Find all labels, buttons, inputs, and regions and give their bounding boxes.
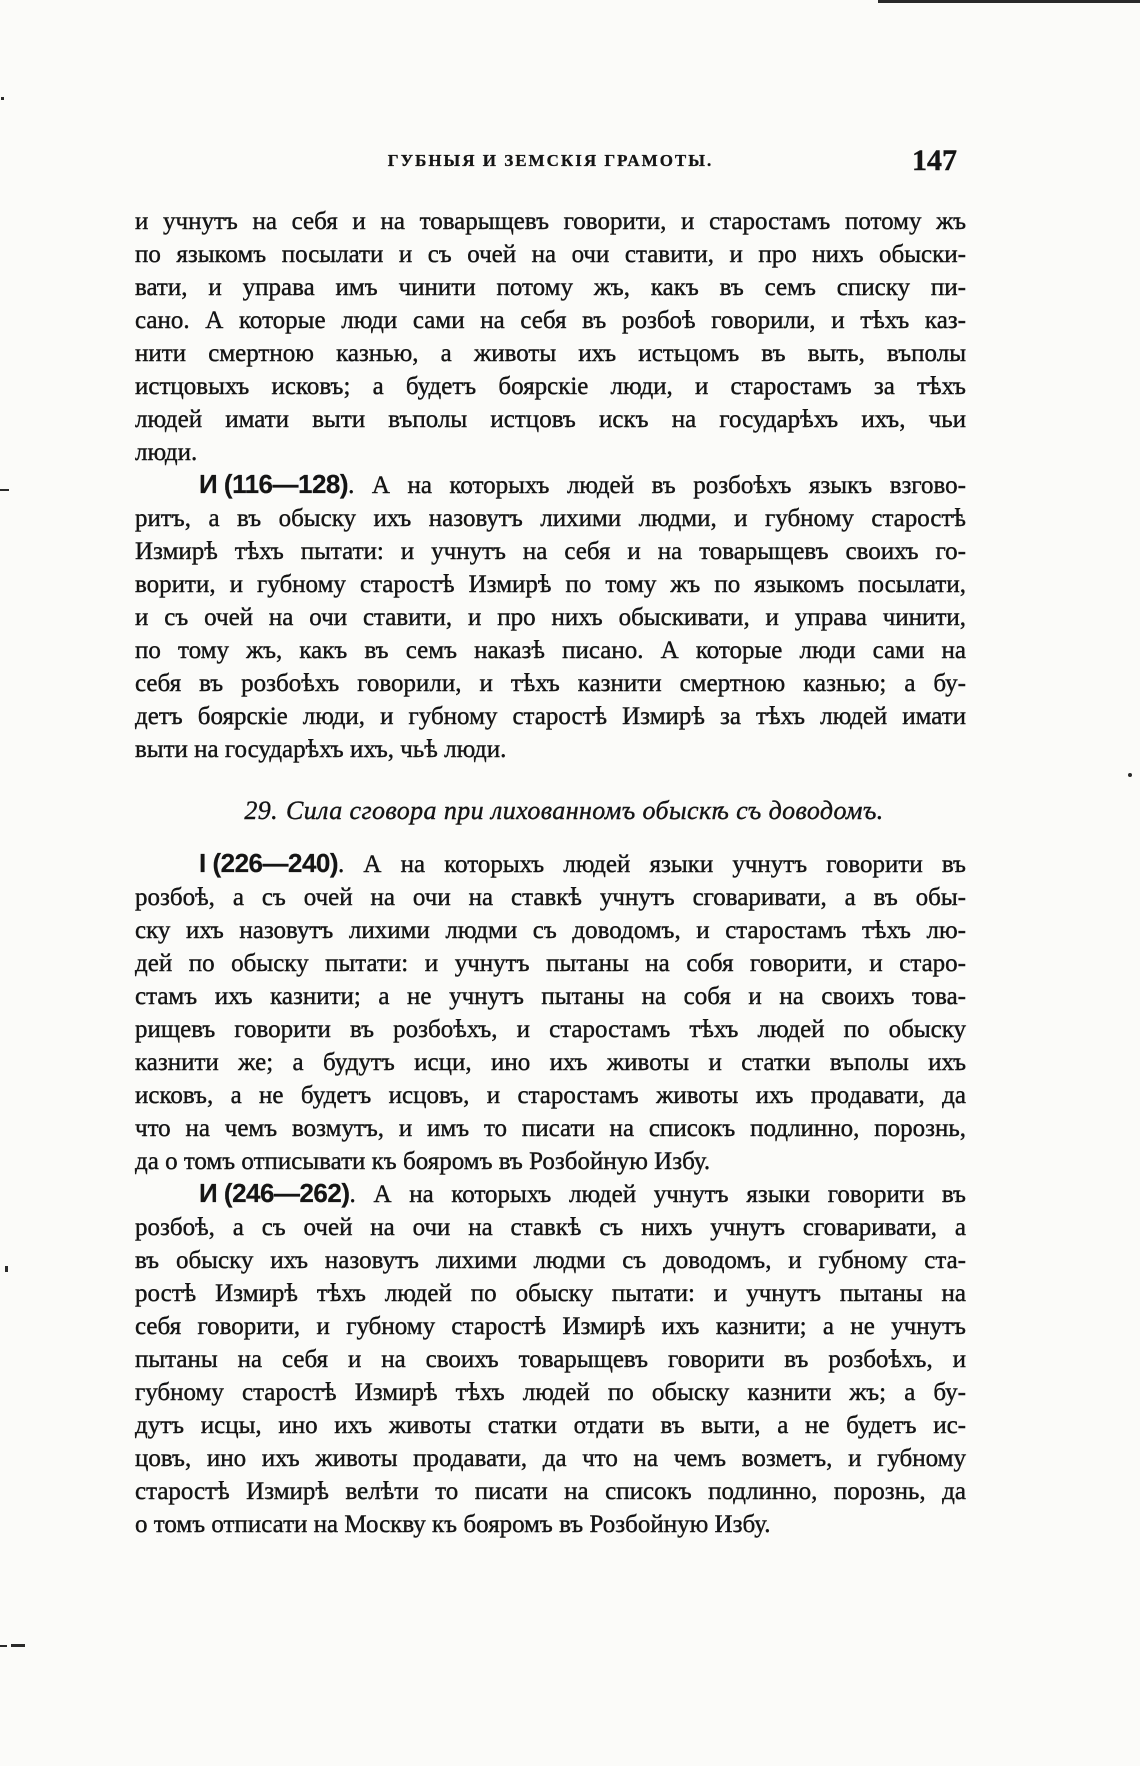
text-line: стамъ ихъ казнити; а не учнутъ пытаны на собя и на своихъ това- (135, 983, 966, 1010)
paragraph (135, 469, 966, 766)
text-line: розбоѣ, а съ очей на очи на ставкѣ съ нихъ учнутъ сговаривати, а (135, 1214, 966, 1241)
running-head (135, 146, 966, 176)
text-line: по тому жъ, какъ въ семъ наказѣ писано. А которые люди сами на (135, 637, 966, 664)
scan-artifact-dash (11, 1644, 25, 1647)
text-line: пытаны на себя и на своихъ товарыщевъ говорити въ розбоѣхъ, и (135, 1346, 966, 1373)
paragraph-continuation (135, 205, 966, 469)
section-title: Сила сговора при лихованномъ обыскѣ съ доводомъ. (286, 796, 884, 825)
text-line: ску ихъ назовутъ лихими людми съ доводомъ, и старостамъ тѣхъ лю- (135, 917, 966, 944)
text-line: исковъ, а не будетъ исцовъ, и старостамъ животы ихъ продавати, да (135, 1082, 966, 1109)
scan-artifact-mark (0, 489, 9, 491)
paragraph (135, 1178, 966, 1541)
scan-artifact-dot (1, 97, 4, 100)
text-line-content: . А на которыхъ людей въ розбоѣхъ языкъ взгово- (348, 472, 966, 499)
text-line (135, 848, 966, 881)
text-line: по языкомъ посылати и съ очей на очи ставити, и про нихъ обыски- (135, 241, 966, 268)
text-line: сано. А которые люди сами на себя въ розбоѣ говорили, и тѣхъ каз- (135, 307, 966, 334)
text-line: нити смертною казнью, а животы ихъ истьцомъ въ выть, въполы (135, 340, 966, 367)
text-line: и учнутъ на себя и на товарыщевъ говорити, и старостамъ потому жъ (135, 208, 966, 235)
text-line: людей имати выти въполы истцовъ искъ на государѣхъ ихъ, чьи (135, 406, 966, 433)
text-line: старостѣ Измирѣ велѣти то писати на списокъ подлинно, порознь, да (135, 1478, 966, 1505)
text-line: ростѣ Измирѣ тѣхъ людей по обыску пытати: и учнутъ пытаны на (135, 1280, 966, 1307)
text-line: розбоѣ, а съ очей на очи на ставкѣ учнутъ сговаривати, а въ обы- (135, 884, 966, 911)
section-heading (135, 794, 966, 827)
scan-artifact-dot (1128, 773, 1132, 777)
text-line: о томъ отписати на Москву къ бояромъ въ Розбойную Избу. (135, 1511, 771, 1538)
text-line: въ обыску ихъ назовутъ лихими людми съ доводомъ, и губному ста- (135, 1247, 966, 1274)
text-line: детъ боярскіе люди, и губному старостѣ Измирѣ за тѣхъ людей имати (135, 703, 966, 730)
scan-edge-line (878, 0, 1140, 3)
text-line: и съ очей на очи ставити, и про нихъ обыскивати, и управа чинити, (135, 604, 966, 631)
text-line: выти на государѣхъ ихъ, чьѣ люди. (135, 736, 507, 763)
paragraph-source-marker: И (246—262) (199, 1178, 350, 1208)
text-line: ворити, и губному старостѣ Измирѣ по тому жъ по языкомъ посылати, (135, 571, 966, 598)
text-line: дутъ исцы, ино ихъ животы статки отдати въ выти, а не будетъ ис- (135, 1412, 966, 1439)
text-line-content: . А на которыхъ людей языки учнутъ говорити въ (338, 851, 966, 878)
text-line: ритъ, а въ обыску ихъ назовутъ лихими людми, и губному старостѣ (135, 505, 966, 532)
scan-artifact-mark (5, 1266, 8, 1272)
text-line: себя въ розбоѣхъ говорили, и тѣхъ казнити смертною казнью; а бу- (135, 670, 966, 697)
text-line (135, 469, 966, 502)
scan-artifact-dash (0, 1645, 7, 1647)
text-line: себя говорити, и губному старостѣ Измирѣ ихъ казнити; а не учнутъ (135, 1313, 966, 1340)
text-line: Измирѣ тѣхъ пытати: и учнутъ на себя и на товарыщевъ своихъ го- (135, 538, 966, 565)
text-line: казнити же; а будутъ исци, ино ихъ животы и статки въполы ихъ (135, 1049, 966, 1076)
text-line-content: . А на которыхъ людей учнутъ языки говорити въ (349, 1181, 966, 1208)
text-line: цовъ, ино ихъ животы продавати, да что на чемъ возметъ, и губному (135, 1445, 966, 1472)
paragraph-source-marker: И (116—128) (199, 469, 349, 499)
text-line: дей по обыску пытати: и учнутъ пытаны на собя говорити, и старо- (135, 950, 966, 977)
text-line: губному старостѣ Измирѣ тѣхъ людей по обыску казнити жъ; а бу- (135, 1379, 966, 1406)
text-line (135, 1178, 966, 1211)
text-line: рищевъ говорити въ розбоѣхъ, и старостамъ тѣхъ людей по обыску (135, 1016, 966, 1043)
text-line: вати, и управа имъ чинити потому жъ, какъ въ семъ списку пи- (135, 274, 966, 301)
text-block (135, 205, 966, 1541)
text-line: люди. (135, 439, 198, 466)
paragraph-source-marker: I (226—240) (199, 848, 339, 878)
paragraph (135, 848, 966, 1178)
section-number: 29. (244, 796, 279, 825)
running-title: ГУБНЫЯ И ЗЕМСКІЯ ГРАМОТЫ. (387, 151, 714, 170)
text-line: что на чемъ возмутъ, и имъ то писати на списокъ подлинно, порознь, (135, 1115, 966, 1142)
page-number: 147 (912, 144, 957, 177)
text-line: истцовыхъ исковъ; а будетъ боярскіе люди, и старостамъ за тѣхъ (135, 373, 966, 400)
text-line: да о томъ отписывати къ бояромъ въ Розбойную Избу. (135, 1148, 711, 1175)
